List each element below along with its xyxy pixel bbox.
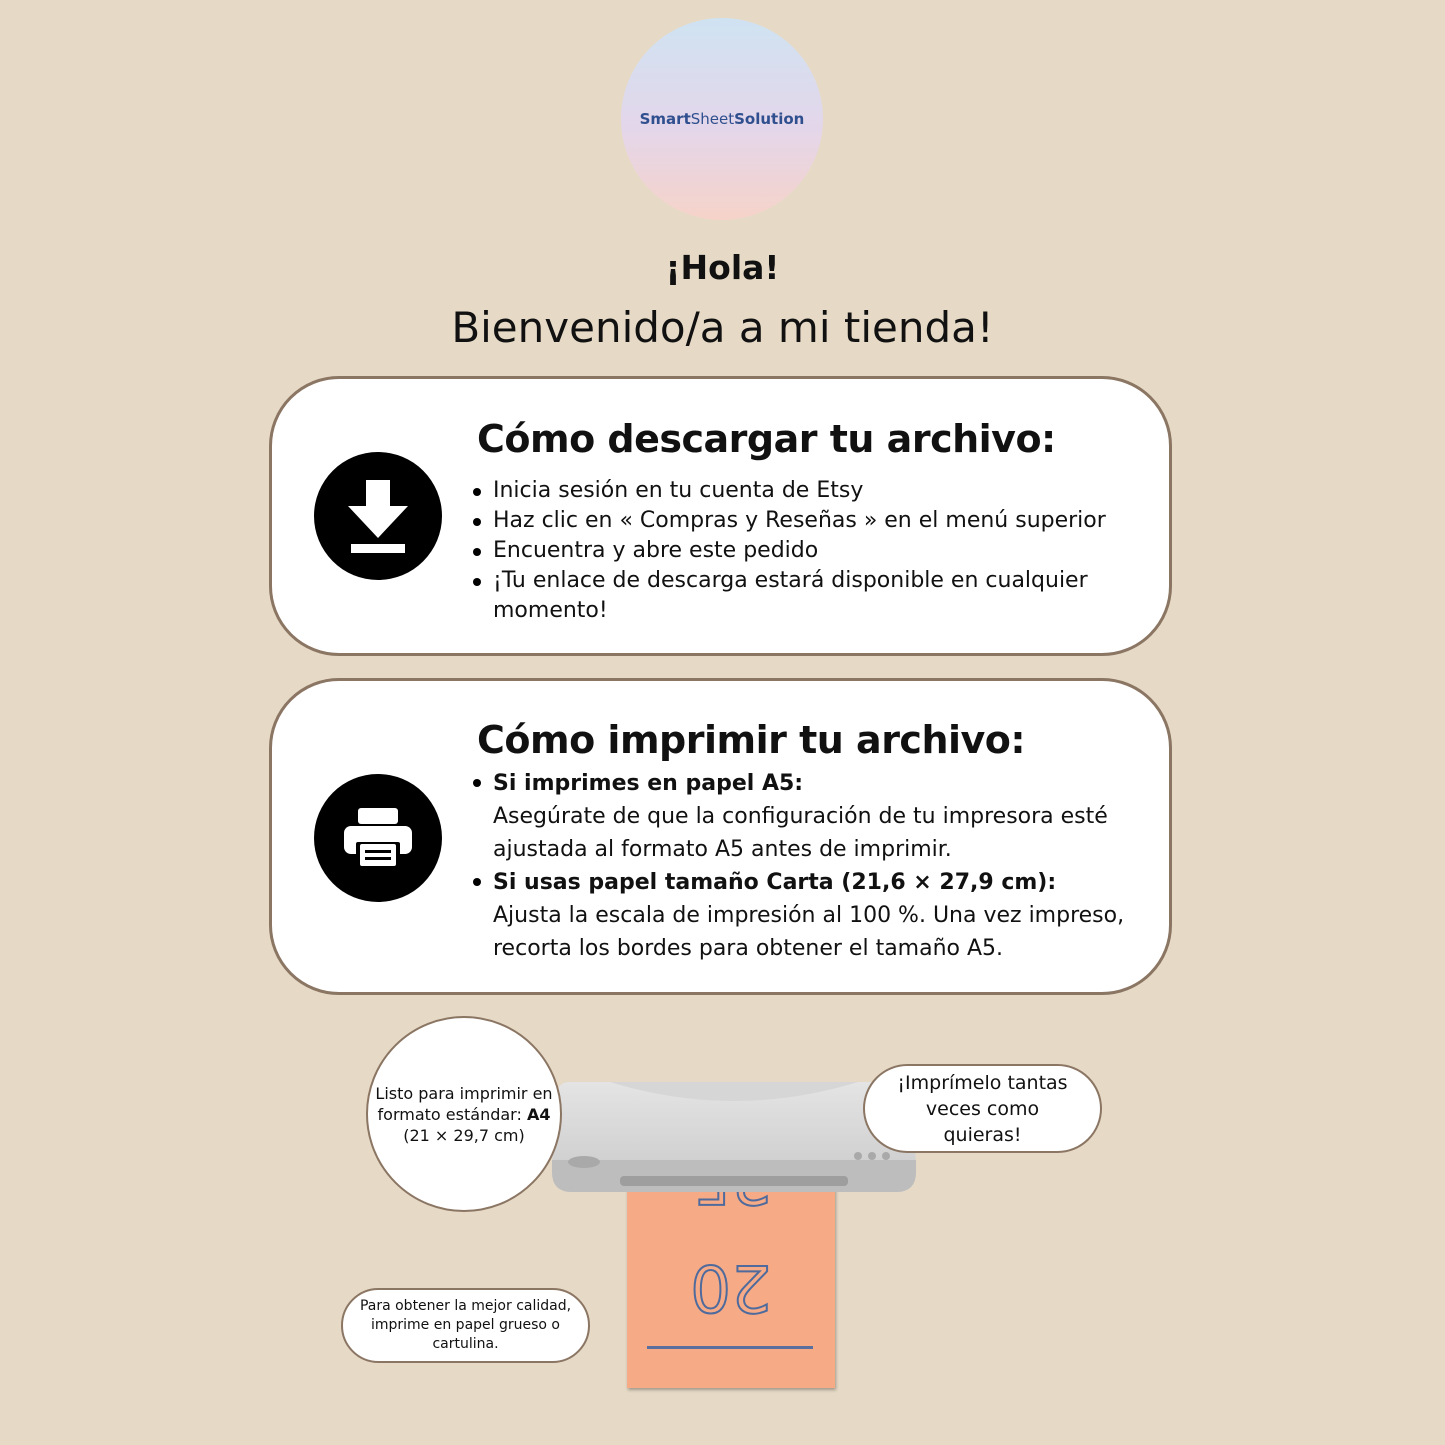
list-item: ¡Tu enlace de descarga estará disponible en cualquier momento! [493,566,1183,626]
paper-number-main: 20 [690,1250,772,1324]
download-title: Cómo descargar tu archivo: [477,417,1056,461]
quality-text: Para obtener la mejor calidad, imprime en papel grueso o cartulina. [359,1298,572,1352]
list-item: Encuentra y abre este pedido [493,536,1183,566]
copies-text: ¡Imprímelo tantas veces como quieras! [897,1071,1068,1146]
brand-logo [621,18,823,220]
download-instructions-card [269,376,1172,656]
logo-text: SmartSheetSolution [639,110,805,128]
list-item [493,866,1193,965]
letter-heading: Si usas papel tamaño Carta (21,6 × 27,9 cm): [493,870,1057,895]
printer-icon [314,774,442,902]
download-icon [314,452,442,580]
print-instructions-card [269,678,1172,995]
printer-illustration [550,1080,918,1195]
print-copies-bubble [863,1064,1102,1153]
a5-heading: Si imprimes en papel A5: [493,771,804,796]
paper-line [647,1346,813,1349]
a5-description: Asegúrate de que la configuración de tu impresora esté ajustada al formato A5 antes de imprimir. [493,804,1108,862]
list-item: Haz clic en « Compras y Reseñas » en el menú superior [493,506,1183,536]
print-steps-list [471,767,1193,965]
list-item: Inicia sesión en tu cuenta de Etsy [493,476,1183,506]
a4-text: Listo para imprimir en formato estándar: [375,1083,553,1124]
download-steps-list [471,476,1183,626]
a4-bold: A4 [526,1104,551,1124]
quality-tip-bubble [341,1288,590,1363]
a4-format-bubble [366,1016,562,1212]
greeting-heading: ¡Hola! [665,248,780,287]
a4-size: (21 × 29,7 cm) [403,1125,525,1145]
welcome-heading: Bienvenido/a a mi tienda! [451,303,994,352]
list-item [493,767,1193,866]
letter-description: Ajusta la escala de impresión al 100 %. Una vez impreso, recorta los bordes para obtener el tamaño A5. [493,903,1125,961]
printed-paper-illustration [627,1180,835,1388]
print-title: Cómo imprimir tu archivo: [477,718,1026,762]
